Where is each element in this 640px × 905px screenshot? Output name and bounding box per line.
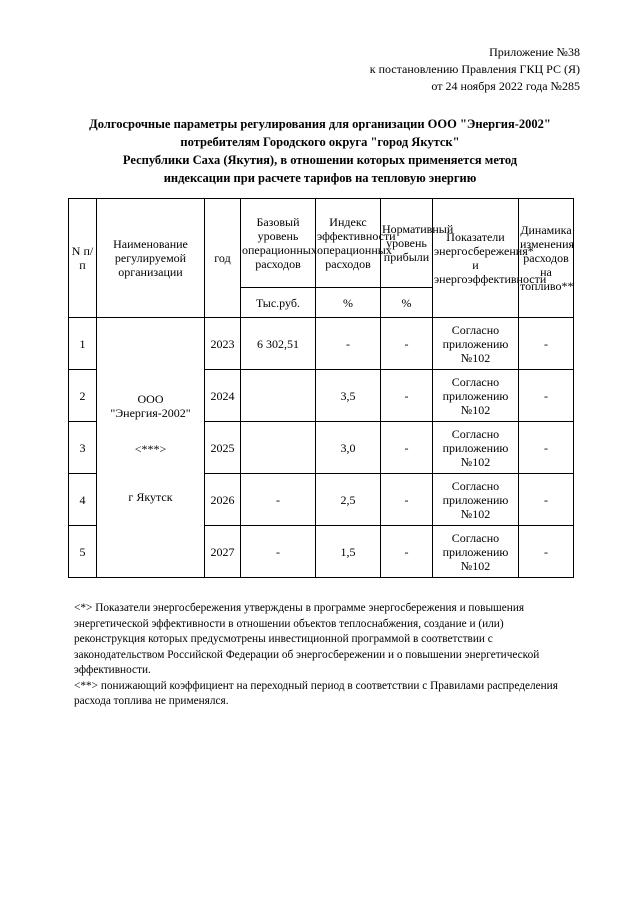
cell-num: 2	[69, 370, 97, 422]
cell-fuel-dynamics: -	[519, 370, 574, 422]
cell-normative-profit: -	[381, 370, 433, 422]
cell-normative-profit: -	[381, 526, 433, 578]
cell-efficiency-index: 3,0	[316, 422, 381, 474]
title-line-2: потребителям Городского округа "город Якутск"	[180, 135, 460, 149]
cell-energy-indicators: Согласно приложению №102	[433, 318, 519, 370]
title-line-1: Долгосрочные параметры регулирования для организации ООО "Энергия-2002"	[89, 117, 551, 131]
document-title	[60, 115, 580, 187]
cell-organization	[97, 318, 205, 578]
org-mark: <***>	[134, 441, 167, 456]
cell-year: 2024	[205, 370, 241, 422]
header-year: год	[205, 199, 241, 318]
cell-num: 5	[69, 526, 97, 578]
appendix-reference	[240, 44, 580, 95]
footnote-fuel-coefficient: <**> понижающий коэффициент на переходный период в соответствии с Правилами распределения расхода топлива не применялся.	[74, 679, 558, 707]
cell-year: 2026	[205, 474, 241, 526]
cell-normative-profit: -	[381, 318, 433, 370]
header-num: N п/п	[69, 199, 97, 318]
unit-base-opex: Тыс.руб.	[241, 288, 316, 318]
parameters-table	[68, 198, 574, 578]
cell-base-opex: -	[241, 526, 316, 578]
appendix-resolution: к постановлению Правления ГКЦ РС (Я)	[369, 62, 580, 76]
org-name: ООО "Энергия-2002"	[110, 391, 191, 420]
cell-fuel-dynamics: -	[519, 526, 574, 578]
cell-num: 1	[69, 318, 97, 370]
cell-efficiency-index: 2,5	[316, 474, 381, 526]
cell-num: 3	[69, 422, 97, 474]
unit-normative-profit: %	[381, 288, 433, 318]
cell-year: 2023	[205, 318, 241, 370]
cell-base-opex: 6 302,51	[241, 318, 316, 370]
header-efficiency-index: Индекс эффективности операционных расходов	[316, 199, 381, 288]
title-line-3: Республики Саха (Якутия), в отношении которых применяется метод	[122, 153, 518, 167]
unit-efficiency-index: %	[316, 288, 381, 318]
header-fuel-dynamics: Динамика изменения расходов на топливо**	[519, 199, 574, 318]
cell-base-opex: -	[241, 474, 316, 526]
cell-year: 2027	[205, 526, 241, 578]
footnote-energy-saving: <*> Показатели энергосбережения утверждены в программе энергосбережения и повышения энергетической эффективности в отношении объектов теплоснабжения, создание и (или) реконструкция которых предусмотрены инвестиционной программой в соответствии с законодательством Российской Федерации об энергосбережении и о повышении энергетической эффективности.	[74, 602, 540, 676]
header-org: Наименование регулируемой организации	[97, 199, 205, 318]
cell-normative-profit: -	[381, 474, 433, 526]
cell-efficiency-index: 1,5	[316, 526, 381, 578]
cell-fuel-dynamics: -	[519, 422, 574, 474]
cell-energy-indicators: Согласно приложению №102	[433, 526, 519, 578]
footnotes	[74, 601, 574, 710]
header-base-opex: Базовый уровень операционных расходов	[241, 199, 316, 288]
cell-efficiency-index: -	[316, 318, 381, 370]
cell-base-opex	[241, 422, 316, 474]
org-city: г Якутск	[128, 489, 173, 504]
cell-fuel-dynamics: -	[519, 318, 574, 370]
cell-base-opex	[241, 370, 316, 422]
header-energy-indicators: Показатели энергосбережения* и энергоэффективности	[433, 199, 519, 318]
cell-fuel-dynamics: -	[519, 474, 574, 526]
cell-normative-profit: -	[381, 422, 433, 474]
appendix-number: Приложение №38	[489, 45, 580, 59]
header-normative-profit: Нормативный уровень прибыли	[381, 199, 433, 288]
appendix-date: от 24 ноября 2022 года №285	[431, 79, 580, 93]
title-line-4: индексации при расчете тарифов на тепловую энергию	[163, 171, 477, 185]
cell-num: 4	[69, 474, 97, 526]
cell-year: 2025	[205, 422, 241, 474]
cell-energy-indicators: Согласно приложению №102	[433, 370, 519, 422]
table-row	[69, 318, 574, 370]
cell-energy-indicators: Согласно приложению №102	[433, 422, 519, 474]
cell-efficiency-index: 3,5	[316, 370, 381, 422]
cell-energy-indicators: Согласно приложению №102	[433, 474, 519, 526]
